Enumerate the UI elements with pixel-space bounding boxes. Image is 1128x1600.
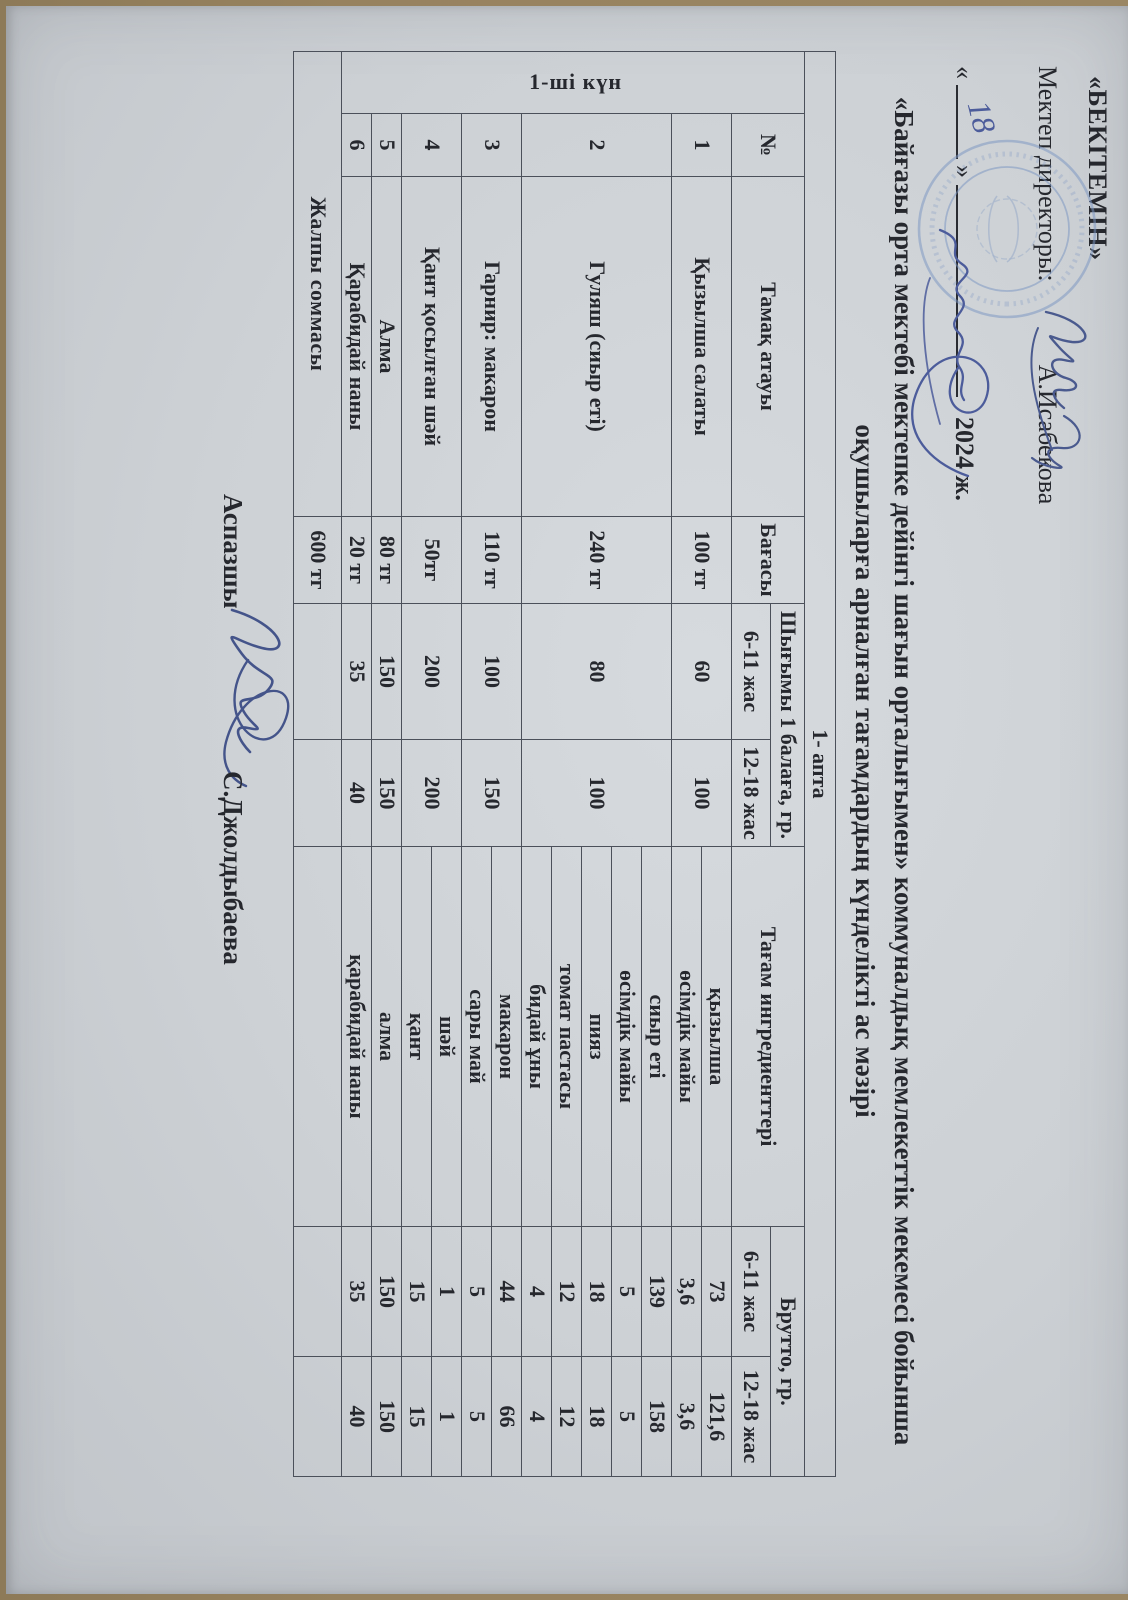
- brutto-age2: 121,6: [702, 1357, 732, 1477]
- dish-price: 100 тг: [672, 517, 732, 604]
- brutto-age1: 5: [462, 1227, 492, 1357]
- empty-cell: [294, 1227, 342, 1357]
- brutto-age1: 139: [642, 1227, 672, 1357]
- dish-price: 20 тг: [342, 517, 372, 604]
- ingredient-name: сиыр еті: [642, 847, 672, 1227]
- col-header-ingredients: Тағам ингредиенттері: [732, 847, 805, 1227]
- row-num: 3: [462, 114, 522, 177]
- output-age1: 200: [402, 604, 462, 740]
- brutto-age1: 44: [492, 1227, 522, 1357]
- brutto-age2: 4: [522, 1357, 552, 1477]
- brutto-age1: 73: [702, 1227, 732, 1357]
- ingredient-name: сары май: [462, 847, 492, 1227]
- menu-table: [293, 51, 836, 1477]
- brutto-age1: 4: [522, 1227, 552, 1357]
- document-title: [845, 36, 923, 1506]
- ingredient-name: қант: [402, 847, 432, 1227]
- date-close-quote: »: [950, 165, 979, 178]
- document-title-line1: «Байғазы орта мектебі мектепке дейінгі шағын орталығымен» коммуналдық мемлекеттік мекемесі бойынша: [889, 96, 919, 1446]
- col-header-dish: Тамақ атауы: [732, 177, 805, 517]
- output-age1: 150: [372, 604, 402, 740]
- empty-cell: [294, 1357, 342, 1477]
- col-header-brutto: Брутто, гр.: [771, 1227, 805, 1477]
- dish-price: 240 тг: [522, 517, 672, 604]
- ingredient-name: қызылша: [702, 847, 732, 1227]
- dish-name: Қарабидай наны: [342, 177, 372, 517]
- brutto-age2: 158: [642, 1357, 672, 1477]
- empty-cell: [294, 847, 342, 1227]
- output-age2: 150: [372, 740, 402, 847]
- col-header-num: №: [732, 114, 805, 177]
- dish-name: Гуляш (сиыр еті): [522, 177, 672, 517]
- dish-price: 80 тг: [372, 517, 402, 604]
- dish-name: Гарнир: макарон: [462, 177, 522, 517]
- brutto-age1-header: 6-11 жас: [732, 1227, 771, 1357]
- ingredient-name: қарабидай наны: [342, 847, 372, 1227]
- row-num: 2: [522, 114, 672, 177]
- ingredient-name: өсімдік майы: [612, 847, 642, 1227]
- brutto-age1: 35: [342, 1227, 372, 1357]
- dish-price: 110 тг: [462, 517, 522, 604]
- handwritten-day: 18: [960, 96, 1004, 137]
- director-signature: [1010, 298, 1110, 478]
- director-name: А.Исабекова: [1033, 364, 1062, 505]
- output-age2: 100: [522, 740, 672, 847]
- cook-label: Аспазшы: [218, 494, 248, 609]
- output-age2: 100: [672, 740, 732, 847]
- ingredient-name: макарон: [492, 847, 522, 1227]
- brutto-age1: 150: [372, 1227, 402, 1357]
- brutto-age1: 1: [432, 1227, 462, 1357]
- output-age1-header: 6-11 жас: [732, 604, 771, 740]
- week-label: 1- апта: [805, 52, 836, 1477]
- dish-name: Алма: [372, 177, 402, 517]
- ingredient-name: алма: [372, 847, 402, 1227]
- brutto-age2: 15: [402, 1357, 432, 1477]
- brutto-age2: 18: [582, 1357, 612, 1477]
- row-num: 6: [342, 114, 372, 177]
- document-title-line2: оқушыларға арналған тағамдардың күнделікті ас мәзірі: [849, 424, 880, 1118]
- col-header-output: Шығымы 1 балаға, гр.: [771, 604, 805, 847]
- brutto-age2: 1: [432, 1357, 462, 1477]
- total-value: 600 тг: [294, 517, 342, 604]
- output-age1: 35: [342, 604, 372, 740]
- row-num: 4: [402, 114, 462, 177]
- output-age1: 60: [672, 604, 732, 740]
- total-label: Жалпы соммасы: [294, 52, 342, 517]
- director-line-prefix: Мектеп директоры:: [1033, 66, 1062, 282]
- date-year: 2024 ж.: [950, 417, 979, 501]
- brutto-age2: 40: [342, 1357, 372, 1477]
- brutto-age2: 66: [492, 1357, 522, 1477]
- dish-price: 50тг: [402, 517, 462, 604]
- brutto-age2-header: 12-18 жас: [732, 1357, 771, 1477]
- brutto-age1: 18: [582, 1227, 612, 1357]
- day-label: 1-ші күн: [529, 69, 622, 95]
- ingredient-name: бидай ұны: [522, 847, 552, 1227]
- brutto-age2: 3,6: [672, 1357, 702, 1477]
- col-header-price: Бағасы: [732, 517, 805, 604]
- ingredient-name: өсімдік майы: [672, 847, 702, 1227]
- output-age2-header: 12-18 жас: [732, 740, 771, 847]
- row-num: 5: [372, 114, 402, 177]
- brutto-age1: 15: [402, 1227, 432, 1357]
- brutto-age2: 12: [552, 1357, 582, 1477]
- ingredient-name: шәй: [432, 847, 462, 1227]
- output-age2: 150: [462, 740, 522, 847]
- cook-name: С.Джолдыбаева: [218, 771, 248, 965]
- brutto-age2: 5: [612, 1357, 642, 1477]
- brutto-age2: 5: [462, 1357, 492, 1477]
- ingredient-name: пияз: [582, 847, 612, 1227]
- paper-sheet: [6, 6, 1128, 1594]
- output-age2: 200: [402, 740, 462, 847]
- output-age1: 100: [462, 604, 522, 740]
- date-open-quote: «: [950, 66, 979, 79]
- ingredient-name: томат пастасы: [552, 847, 582, 1227]
- dish-name: Қант қосылған шәй: [402, 177, 462, 517]
- brutto-age2: 150: [372, 1357, 402, 1477]
- brutto-age1: 12: [552, 1227, 582, 1357]
- brutto-age1: 3,6: [672, 1227, 702, 1357]
- output-age2: 40: [342, 740, 372, 847]
- dish-name: Қызылша салаты: [672, 177, 732, 517]
- row-num: 1: [672, 114, 732, 177]
- brutto-age1: 5: [612, 1227, 642, 1357]
- cook-signature: [194, 594, 312, 794]
- day-label-cell: [342, 52, 805, 114]
- approval-label: «БЕКІТЕМІН»: [1083, 76, 1112, 261]
- output-age1: 80: [522, 604, 672, 740]
